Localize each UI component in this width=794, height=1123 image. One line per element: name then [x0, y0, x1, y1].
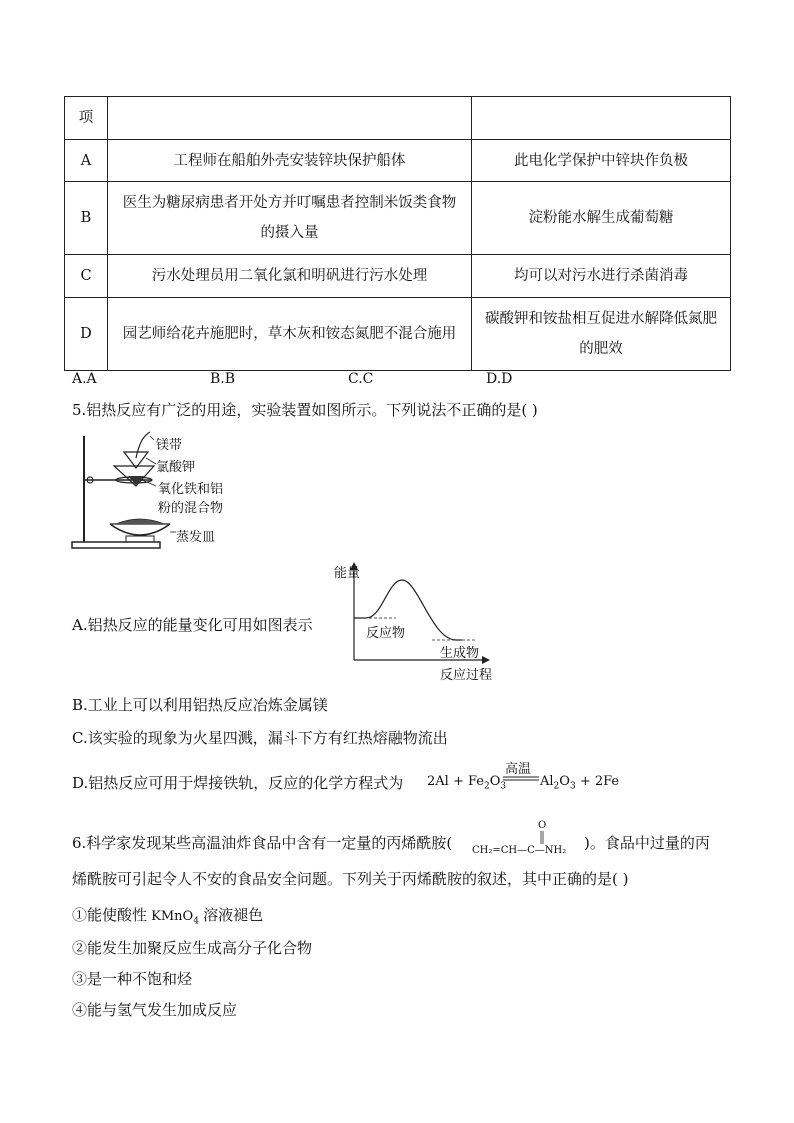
q6-stem-part1: 6.科学家发现某些高温油炸食品中含有一定量的丙烯酰胺(	[72, 834, 453, 852]
q5-option-d-text: D.铝热反应可用于焊接铁轨，反应的化学方程式为	[72, 774, 404, 792]
label-magnesium-ribbon: 镁带	[156, 438, 183, 453]
thermite-equation-rhs: $Al_2O_3 + 2Fe$	[540, 774, 620, 792]
q6-item-2[interactable]: ②能发生加聚反应生成高分子化合物	[72, 939, 313, 957]
row-col2: 均可以对污水进行杀菌消毒	[472, 255, 731, 298]
table-row	[65, 140, 731, 182]
q5-option-d[interactable]	[72, 772, 403, 793]
q4-table	[64, 96, 731, 371]
q6-item-1-part1: ①能使酸性	[72, 906, 148, 924]
energy-y-label: 能量	[334, 566, 361, 581]
q5-option-b[interactable]: B.工业上可以利用铝热反应冶炼金属镁	[72, 696, 328, 714]
option-d[interactable]: D.D	[486, 371, 513, 387]
q5-option-a[interactable]: A.铝热反应的能量变化可用如图表示	[72, 616, 313, 634]
option-c[interactable]: C.C	[348, 371, 374, 387]
option-b[interactable]: B.B	[210, 371, 236, 387]
q6-stem-part1-end: )。食品中过量的丙	[584, 834, 710, 852]
header-cell-1	[108, 97, 472, 140]
label-evaporating-dish: 蒸发皿	[176, 530, 216, 545]
label-mixture-line1: 氧化铁和铝	[158, 482, 224, 497]
energy-x-label: 反应过程	[440, 668, 493, 683]
header-cell-item: 项	[65, 97, 108, 140]
carbonyl-double-bond	[538, 831, 546, 845]
row-col2: 此电化学保护中锌块作负极	[472, 140, 731, 182]
q6-item-3[interactable]: ③是一种不饱和烃	[72, 970, 193, 988]
energy-reactant-label: 反应物	[366, 626, 406, 641]
label-mixture-line2: 粉的混合物	[158, 501, 224, 516]
reaction-condition: 高温	[505, 762, 532, 777]
header-cell-2	[472, 97, 731, 140]
q6-item-1[interactable]	[72, 904, 263, 927]
table-row	[65, 255, 731, 298]
acrylamide-structure: CH₂=CH—C—NH₂	[472, 845, 567, 856]
acrylamide-carbonyl-o: O	[538, 820, 547, 831]
q6-item-4[interactable]: ④能与氢气发生加成反应	[72, 1001, 238, 1019]
row-col1: 园艺师给花卉施肥时，草木灰和铵态氮肥不混合施用	[108, 298, 472, 371]
row-col1: 医生为糖尿病患者开处方并叮嘱患者控制米饭类食物的摄入量	[108, 182, 472, 255]
thermite-equation-lhs: $2Al + Fe_2O_3$	[427, 774, 507, 792]
energy-product-label: 生成物	[440, 646, 480, 661]
q5-stem: 5.铝热反应有广泛的用途，实验装置如图所示。下列说法不正确的是( )	[72, 401, 538, 419]
option-a[interactable]: A.A	[72, 371, 97, 387]
kmno4-formula: KMnO$_4$	[147, 909, 199, 927]
q6-stem-line1	[72, 832, 452, 853]
row-label: A	[65, 140, 108, 182]
q5-option-c[interactable]: C.该实验的现象为火星四溅，漏斗下方有红热熔融物流出	[72, 729, 448, 747]
table-row	[65, 182, 731, 255]
row-label: D	[65, 298, 108, 371]
table-row	[65, 298, 731, 371]
label-potassium-chlorate: 氯酸钾	[156, 460, 196, 475]
row-col1: 污水处理员用二氧化氯和明矾进行污水处理	[108, 255, 472, 298]
row-col1: 工程师在船舶外壳安装锌块保护船体	[108, 140, 472, 182]
table-header-row	[65, 97, 731, 140]
equation-equals-sign	[503, 775, 539, 783]
row-label: B	[65, 182, 108, 255]
q6-item-1-part2: 溶液褪色	[203, 906, 264, 924]
row-col2: 碳酸钾和铵盐相互促进水解降低氮肥的肥效	[472, 298, 731, 371]
row-label: C	[65, 255, 108, 298]
q6-stem-line2: 烯酰胺可引起令人不安的食品安全问题。下列关于丙烯酰胺的叙述，其中正确的是( )	[72, 870, 629, 888]
row-col2: 淀粉能水解生成葡萄糖	[472, 182, 731, 255]
